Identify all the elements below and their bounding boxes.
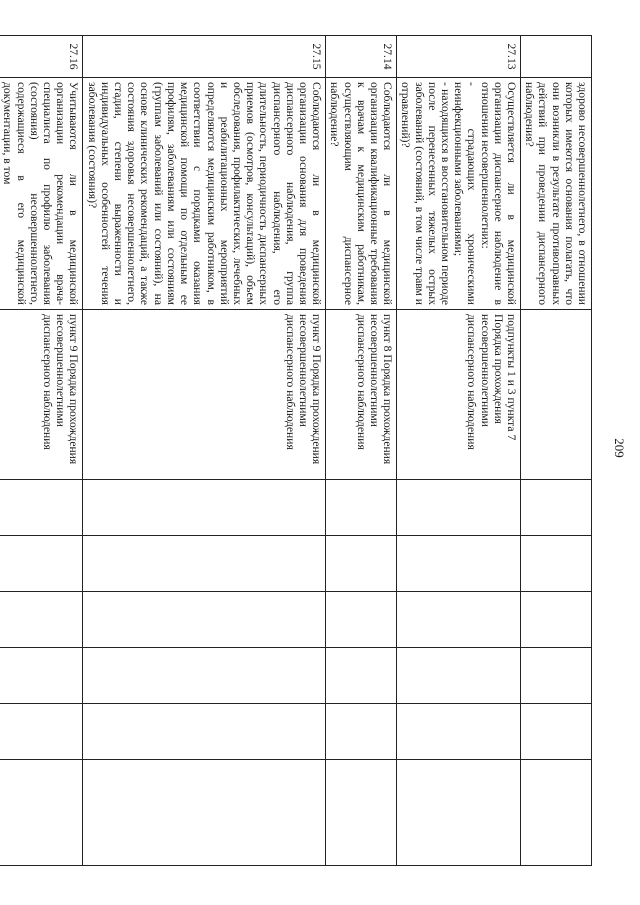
answer-cell — [326, 704, 397, 760]
reference-cell: пункт 9 Порядка прохождения несовершеннолетними диспансерного наблюдения — [83, 310, 326, 480]
question-cell — [520, 78, 591, 310]
question-text: Соблюдаются ли в медицинской организации квалификационные требования к врачам к медицинским работникам, осуществляющим диспансерное наблюдение? — [328, 82, 395, 305]
answer-cell — [326, 648, 397, 704]
answer-cell — [520, 704, 591, 760]
question-text: - страдающих хроническими неинфекционными заболеваниями; — [452, 82, 479, 305]
answer-cell — [397, 592, 521, 648]
reference-cell: пункт 9 Порядка прохождения несовершеннолетними диспансерного наблюдения — [0, 310, 83, 480]
checklist-table — [0, 35, 592, 866]
answer-cell — [397, 536, 521, 592]
question-cell — [326, 78, 397, 310]
answer-cell — [83, 648, 326, 704]
answer-cell — [397, 760, 521, 866]
question-cell — [83, 78, 326, 310]
answer-cell — [83, 704, 326, 760]
row-number — [520, 36, 591, 78]
answer-cell — [326, 760, 397, 866]
answer-cell — [397, 480, 521, 536]
answer-cell — [520, 760, 591, 866]
answer-cell — [0, 480, 83, 536]
row-number: 27.13 — [397, 36, 521, 78]
question-cell — [397, 78, 521, 310]
answer-cell — [83, 592, 326, 648]
answer-cell — [83, 480, 326, 536]
table-row — [520, 36, 591, 866]
answer-cell — [0, 648, 83, 704]
answer-cell — [326, 592, 397, 648]
answer-cell — [397, 704, 521, 760]
reference-cell — [520, 310, 591, 480]
answer-cell — [326, 536, 397, 592]
answer-cell — [0, 704, 83, 760]
answer-cell — [397, 648, 521, 704]
answer-cell — [0, 592, 83, 648]
question-text: Осуществляется ли в медицинской организации диспансерное наблюдение в отношении несовершеннолетних: — [478, 82, 518, 305]
answer-cell — [520, 648, 591, 704]
table-row — [0, 36, 83, 866]
table-row — [83, 36, 326, 866]
answer-cell — [326, 480, 397, 536]
table-row — [397, 36, 521, 866]
question-text: Учитываются ли в медицинской организации рекомендации врача-специалиста по профилю заболевания (состояния) несовершеннолетнего, содержащиеся в его медицинской документации, в том — [1, 82, 81, 305]
answer-cell — [520, 536, 591, 592]
answer-cell — [0, 536, 83, 592]
question-text: Соблюдаются ли в медицинской организации основания для проведения диспансерного наблюдения, группа диспансерного наблюдения, его длительность, периодичность диспансерных приемов (осмотров, консультаций), объем обследования, профилактических, лечебных и реабилитационных мероприятий определяются медицинским работником, в соответствии с порядками оказания медицинской помощи по отдельным ее профилям, заболеваниям или состояниям (группам заболеваний или состояний), на основе клинических рекомендаций, а также состояния здоровья несовершеннолетнего, стадии, степени выраженности и индивидуальных особенностей течения заболевания (состояния)? — [85, 82, 324, 305]
reference-cell: подпункты 1 и 3 пункта 7 Порядка прохождения несовершеннолетними диспансерного наблюдения — [397, 310, 521, 480]
document-body — [1, 35, 592, 865]
answer-cell — [0, 760, 83, 866]
answer-cell — [83, 536, 326, 592]
answer-cell — [520, 480, 591, 536]
question-cell — [0, 78, 83, 310]
question-text: - находящихся в восстановительном периоде после перенесенных тяжелых острых заболеваний (состояний, в том числе травм и отравлений)? — [399, 82, 452, 305]
answer-cell — [520, 592, 591, 648]
table-row — [326, 36, 397, 866]
answer-cell — [83, 760, 326, 866]
row-number: 27.16 — [0, 36, 83, 78]
question-text: здорово несовершеннолетнего, в отношении которых имеются основания полагать, что они возникли в результате противоправных действий при проведении диспансерного наблюдения? — [523, 82, 589, 305]
row-number: 27.15 — [83, 36, 326, 78]
page-number: 209 — [611, 438, 627, 458]
reference-cell: пункт 8 Порядка прохождения несовершеннолетними диспансерного наблюдения — [326, 310, 397, 480]
row-number: 27.14 — [326, 36, 397, 78]
